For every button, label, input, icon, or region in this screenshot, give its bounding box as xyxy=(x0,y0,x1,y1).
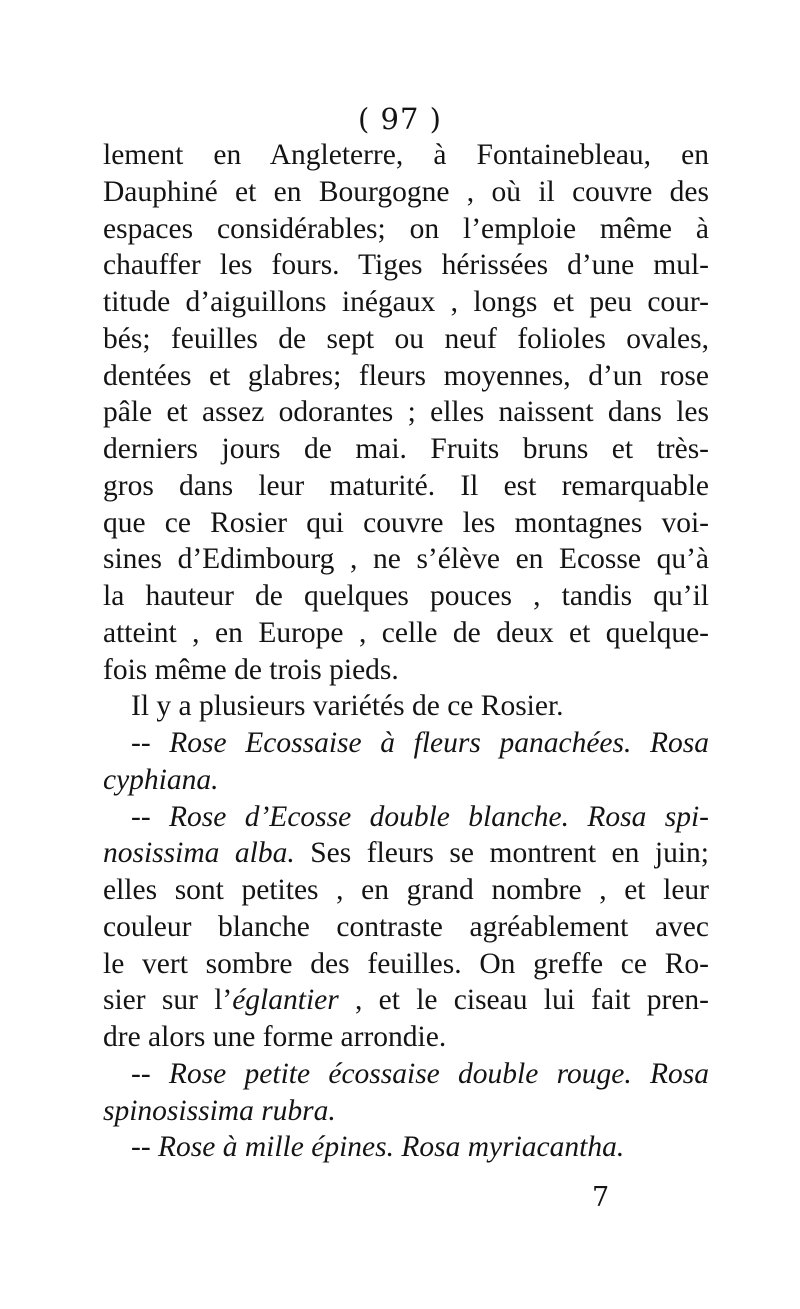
text-line: couleur blanche contraste agréablement avec xyxy=(103,910,709,943)
text-line: titude d’aiguillons inégaux , longs et peu cour- xyxy=(103,286,709,318)
text-line: gros dans leur maturité. Il est remarquable xyxy=(103,469,709,502)
text-line: -- Rose petite écossaise double rouge. Rosa xyxy=(131,1057,709,1090)
body-text xyxy=(103,137,709,1166)
text-line: le vert sombre des feuilles. On greffe ce Ro- xyxy=(103,947,709,980)
text-run: , et le ciseau lui fait pren- xyxy=(338,984,709,1017)
text-line: -- Rose d’Ecosse double blanche. Rosa spi- xyxy=(131,800,709,833)
text-line: dre alors une forme arrondie. xyxy=(103,1021,447,1053)
text-run: églantier xyxy=(232,984,339,1017)
text-line: lement en Angleterre, à Fontainebleau, en xyxy=(103,139,709,171)
text-run: nosissima alba. xyxy=(103,837,295,870)
text-line: dentées et glabres; fleurs moyennes, d’un rose xyxy=(103,359,709,392)
text-line: la hauteur de quelques pouces , tandis qu’il xyxy=(103,580,709,612)
text-line: bés; feuilles de sept ou neuf folioles ovales, xyxy=(103,322,709,355)
text-line: espaces considérables; on l’emploie même à xyxy=(103,212,709,245)
text-line: sines d’Edimbourg , ne s’élève en Ecosse qu’à xyxy=(103,543,709,576)
text-line xyxy=(103,835,709,872)
text-line: Dauphiné et en Bourgogne , où il couvre des xyxy=(103,175,709,208)
text-line xyxy=(103,982,709,1019)
text-line: Il y a plusieurs variétés de ce Rosier. xyxy=(131,690,564,723)
text-run: sier sur l’ xyxy=(103,984,233,1017)
text-line: fois même de trois pieds. xyxy=(103,653,399,686)
text-line: pâle et assez odorantes ; elles naissent dans les xyxy=(103,396,709,429)
text-line: elles sont petites , en grand nombre , et leur xyxy=(103,874,709,906)
page-number: ( 97 ) xyxy=(358,102,442,136)
text-line: chauffer les fours. Tiges hérissées d’une mul- xyxy=(103,249,709,282)
text-line: -- Rose Ecossaise à fleurs panachées. Rosa xyxy=(131,727,709,759)
text-line: que ce Rosier qui couvre les montagnes voi- xyxy=(103,506,709,539)
text-line: spinosissima rubra. xyxy=(103,1094,336,1127)
text-line: cyphiana. xyxy=(103,763,219,796)
text-line: atteint , en Europe , celle de deux et quelque- xyxy=(103,616,709,649)
text-line: derniers jours de mai. Fruits bruns et très- xyxy=(103,433,709,465)
text-line: -- Rose à mille épines. Rosa myriacantha. xyxy=(131,1131,625,1164)
signature-mark: 7 xyxy=(592,1182,610,1213)
text-run: Ses fleurs se montrent en juin; xyxy=(294,837,709,870)
